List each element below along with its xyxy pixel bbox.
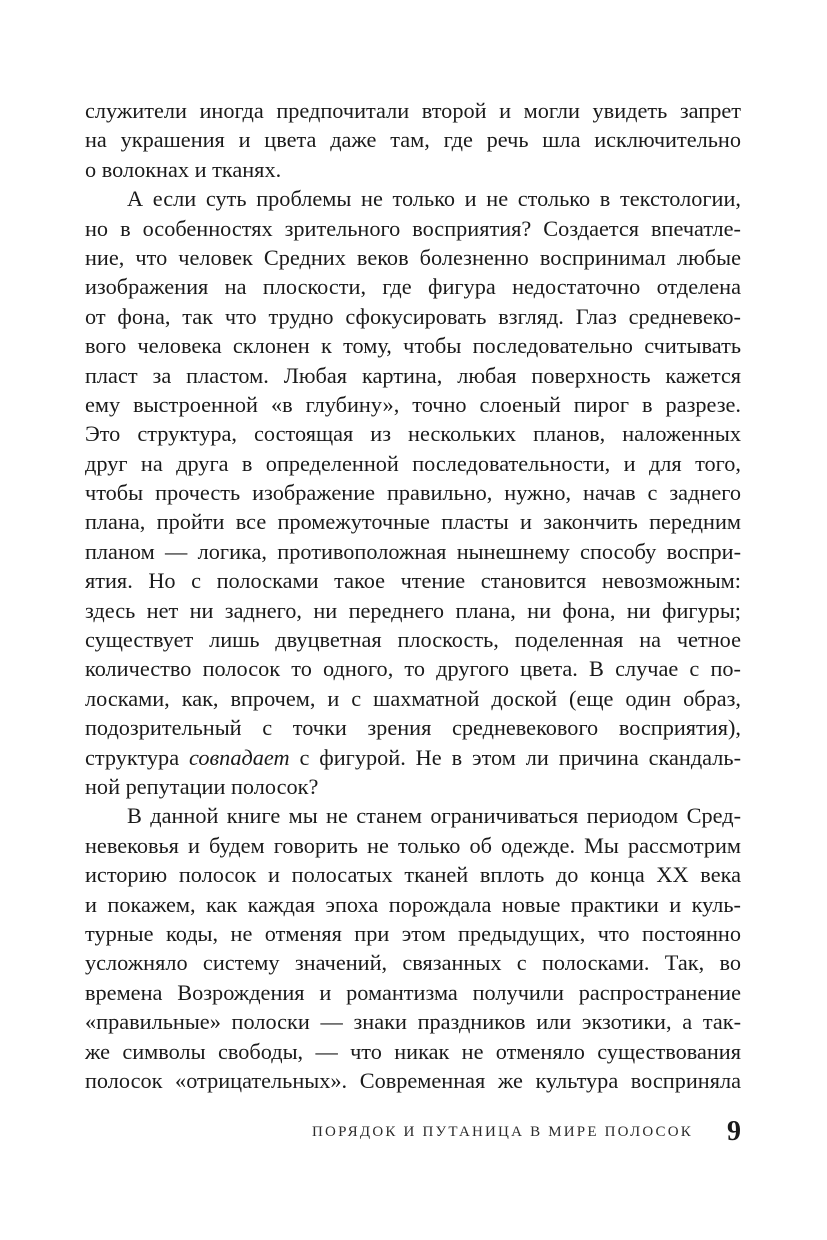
text-line [85,684,741,713]
text-line [85,890,741,919]
text-line [85,831,741,860]
text-segment: времена Возрождения и романтизма получили распространение [85,979,741,1005]
text-segment: В данной книге мы не станем ограничиваться периодом Сред- [127,803,741,829]
text-line [85,1066,741,1095]
text-segment: турные коды, не отменяя при этом предыдущих, что постоянно [85,920,741,946]
text-segment: и покажем, как каждая эпоха порождала новые практики и куль- [85,891,741,917]
text-line [85,537,741,566]
text-line [85,96,741,125]
text-line [85,243,741,272]
text-line [85,978,741,1007]
text-segment: друг на друга в определенной последовательности, и для того, [85,450,741,476]
text-segment: плана, пройти все промежуточные пласты и закончить передним [85,509,741,535]
text-line [85,302,741,331]
text-segment: «правильные» полоски — знаки праздников или экзотики, а так- [85,1009,741,1035]
text-segment: но в особенностях зрительного восприятия? Создается впечатле- [85,215,741,241]
text-segment: пласт за пластом. Любая картина, любая поверхность кажется [85,362,741,388]
text-line [85,419,741,448]
text-line [85,449,741,478]
text-line [85,743,741,772]
running-title: ПОРЯДОК И ПУТАНИЦА В МИРЕ ПОЛОСОК [312,1124,693,1140]
text-segment: А если суть проблемы не только и не столько в текстологии, [127,186,741,212]
text-line [85,919,741,948]
text-line [85,801,741,830]
page-number: 9 [727,1116,741,1147]
text-line [85,390,741,419]
text-segment: служители иногда предпочитали второй и могли увидеть запрет [85,98,741,123]
text-segment: ятия. Но с полосками такое чтение становится невозможным: [85,568,741,594]
text-segment: чтобы прочесть изображение правильно, нужно, начав с заднего [85,480,741,506]
text-segment: ние, что человек Средних веков болезненно воспринимал любые [85,244,741,270]
text-segment: изображения на плоскости, где фигура недостаточно отделена [85,274,741,300]
text-line [85,1037,741,1066]
text-segment: на украшения и цвета даже там, где речь шла исключительно [85,127,741,153]
text-line [85,125,741,154]
text-segment: историю полосок и полосатых тканей вплоть до конца XX века [85,862,741,888]
text-line [85,566,741,595]
text-segment: планом — логика, противоположная нынешнему способу воспри- [85,538,741,564]
text-segment: здесь нет ни заднего, ни переднего плана, ни фона, ни фигуры; [85,597,741,623]
text-line [85,772,741,801]
text-line [85,1007,741,1036]
text-line [85,155,741,184]
text-segment: от фона, так что трудно сфокусировать взгляд. Глаз средневеко- [85,303,741,329]
text-segment: о волокнах и тканях. [85,156,282,182]
text-line [85,596,741,625]
text-segment: существует лишь двуцветная плоскость, поделенная на четное [85,627,741,653]
text-segment: лосками, как, впрочем, и с шахматной доской (еще один образ, [85,685,741,711]
text-line [85,361,741,390]
text-segment: невековья и будем говорить не только об одежде. Мы рассмотрим [85,832,741,858]
text-line [85,184,741,213]
text-line [85,331,741,360]
text-segment: вого человека склонен к тому, чтобы последовательно считывать [85,333,741,359]
text-segment: усложняло систему значений, связанных с полосками. Так, во [85,950,741,976]
text-segment: с фигурой. Не в этом ли причина скандаль- [289,744,741,770]
text-segment: количество полосок то одного, то другого цвета. В случае с по- [85,656,741,682]
text-line [85,625,741,654]
text-segment: подозрительный с точки зрения средневекового восприятия), [85,715,741,741]
text-line [85,272,741,301]
text-segment: ему выстроенной «в глубину», точно слоеный пирог в разрезе. [85,391,741,417]
text-line [85,507,741,536]
text-segment: Это структура, состоящая из нескольких планов, наложенных [85,421,741,447]
text-line [85,654,741,683]
text-segment: полосок «отрицательных». Современная же культура восприняла [85,1067,741,1093]
text-segment: ной репутации полосок? [85,773,319,799]
page-footer [0,1118,741,1148]
text-line [85,860,741,889]
text-segment: же символы свободы, — что никак не отменяло существования [85,1038,741,1064]
text-segment: структура [85,744,189,770]
body-text [85,96,741,1095]
emphasis-text: совпадает [189,744,290,770]
text-line [85,214,741,243]
text-line [85,948,741,977]
text-line [85,478,741,507]
text-line [85,713,741,742]
